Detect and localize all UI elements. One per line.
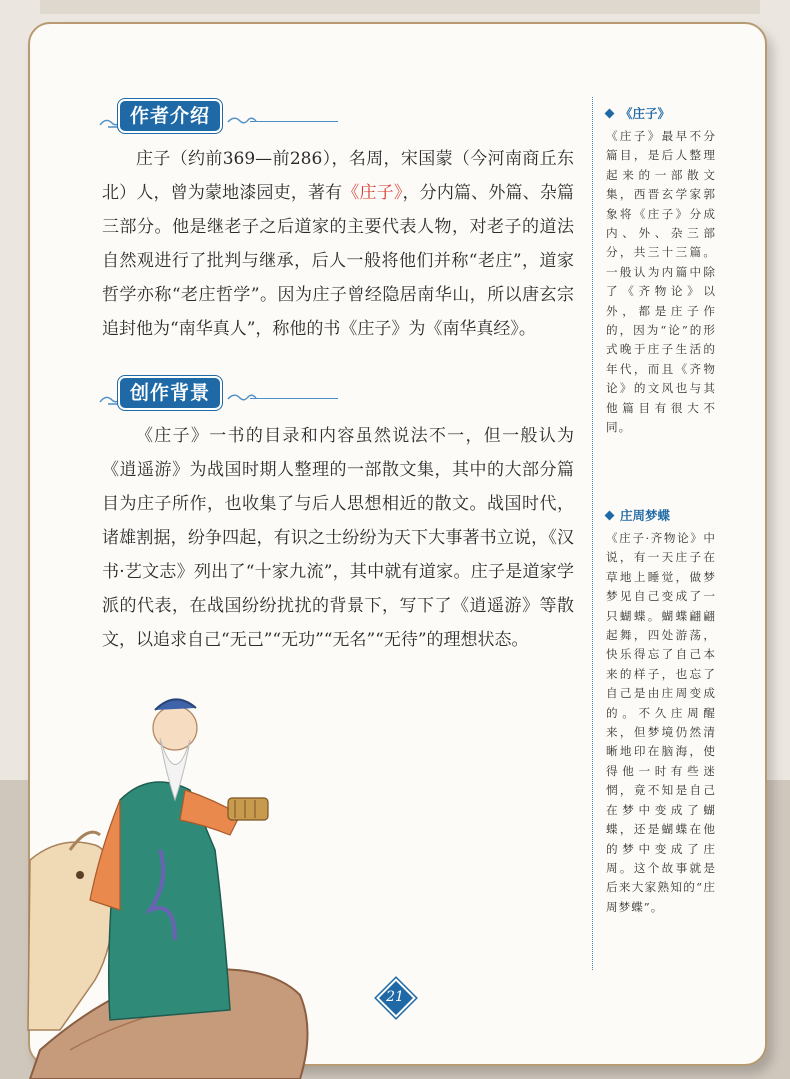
sidebar-title-text: 庄周梦蝶 xyxy=(620,508,671,523)
divider xyxy=(250,121,338,122)
author-text-part: ，分内篇、外篇、杂篇三部分。他是继老子之后道家的主要代表人物，对老子的道法自然观进行了批判与继承，后人一般将他们并称“老庄”，道家哲学亦称“老庄哲学”。因为庄子曾经隐居南华山，所以唐玄宗追封他为“南华真人”，称他的书《庄子》为《南华真经》。 xyxy=(102,183,575,339)
section-title: 创作背景 xyxy=(120,378,220,408)
diamond-bullet-icon xyxy=(605,511,615,521)
section-heading-author xyxy=(98,101,348,135)
section-title: 作者介绍 xyxy=(120,101,220,131)
sidebar-note-zhuangzi: 《庄子》最早不分篇目，是后人整理起来的一部散文集，西晋玄学家郭象将《庄子》分成内、外、杂三部分，共三十三篇。一般认为内篇中除了《齐物论》以外，都是庄子作的，因为“论”的形式晚于庄子生活的年代，而且《齐物论》的文风也与其他篇目有很大不同。 xyxy=(606,129,716,435)
zhuangzi-illustration xyxy=(0,650,330,1079)
cloud-ornament-icon xyxy=(226,392,266,406)
sidebar-title-text: 《庄子》 xyxy=(620,106,671,121)
cloud-ornament-icon xyxy=(226,115,266,129)
sidebar-note-butterfly: 《庄子·齐物论》中说，有一天庄子在草地上睡觉，做梦梦见自己变成了一只蝴蝶。蝴蝶翩翩起舞，四处游荡，快乐得忘了自己本来的样子，也忘了自己是由庄周变成的。不久庄周醒来，但梦境仍然清晰地印在脑海，使得他一时有些迷惘，竟不知是自己在梦中变成了蝴蝶，还是蝴蝶在他的梦中变成了庄周。这个故事就是后来大家熟知的“庄周梦蝶”。 xyxy=(606,531,716,914)
author-paragraph xyxy=(102,142,574,346)
book-title-highlight: 《庄子》 xyxy=(342,183,403,203)
background-paragraph: 《庄子》一书的目录和内容虽然说法不一，但一般认为《逍遥游》为战国时期人整理的一部散文集，其中的大部分篇目为庄子所作，也收集了与后人思想相近的散文。战国时代，诸雄割据，纷争四起，有识之士纷纷为天下大事著书立说，《汉书·艺文志》列出了“十家九流”，其中就有道家。庄子是道家学派的代表，在战国纷纷扰扰的背景下，写下了《逍遥游》等散文，以追求自己“无己”“无功”“无名”“无待”的理想状态。 xyxy=(102,426,574,650)
divider xyxy=(250,398,338,399)
previous-page-edge xyxy=(40,0,760,14)
sidebar-title-butterfly xyxy=(606,506,670,524)
page-number-badge xyxy=(378,980,412,1014)
author-text-part: 庄子（约前369—前286），名周，宋国蒙（今河南商丘东北）人，曾为蒙地漆园吏，著有 xyxy=(102,149,574,203)
diamond-bullet-icon xyxy=(605,109,615,119)
page-number: 21 xyxy=(386,989,404,1005)
sidebar-title-zhuangzi xyxy=(606,104,670,122)
section-heading-background xyxy=(98,378,348,412)
